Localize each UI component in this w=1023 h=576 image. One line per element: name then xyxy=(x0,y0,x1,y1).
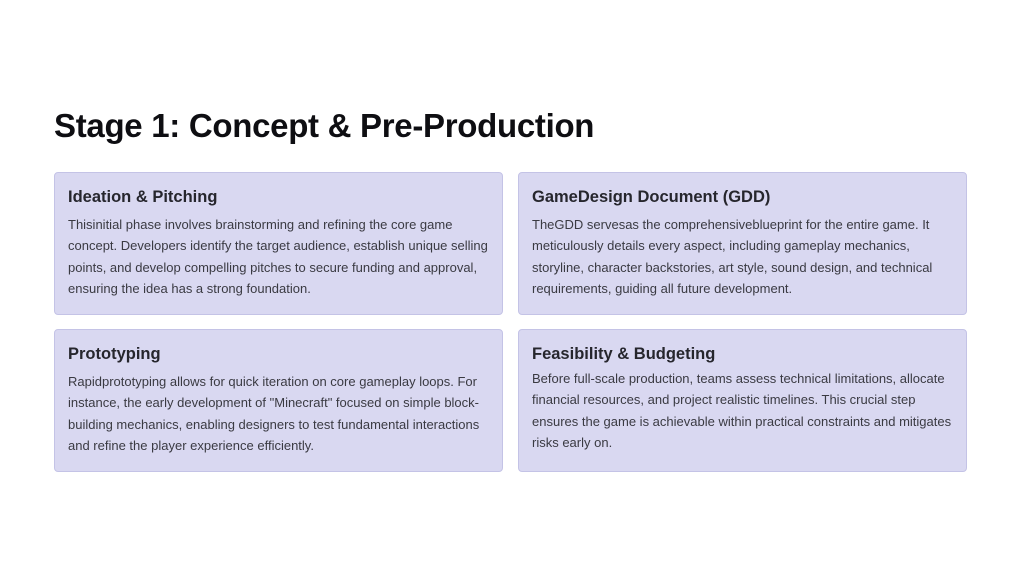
card-body: Rapidprototyping allows for quick iteration on core gameplay loops. For instance, the early development of "Minecraft" focused on simple block-building mechanics, enabling designers to test fundamental interactions and refine the player experience efficiently. xyxy=(68,374,480,454)
card-body: Thisinitial phase involves brainstorming and refining the core game concept. Developers identify the target audience, establish unique selling points, and develop compelling pitches to secure funding and approval, ensuring the idea has a strong foundation. xyxy=(68,217,488,297)
card-feasibility-budgeting xyxy=(518,329,967,472)
card-body: Before full-scale production, teams assess technical limitations, allocate financial resources, and project realistic timelines. This crucial step ensures the game is achievable within practical constraints and mitigates risks early on. xyxy=(532,371,952,451)
card-body: TheGDD servesas the comprehensiveblueprint for the entire game. It meticulously details every aspect, including gameplay mechanics, storyline, character backstories, art style, sound design, and technical requirements, guiding all future development. xyxy=(532,217,933,297)
card-title: GameDesign Document (GDD) xyxy=(532,188,771,206)
card-title: Prototyping xyxy=(68,345,161,363)
card-game-design-document xyxy=(518,172,967,315)
card-ideation-pitching xyxy=(54,172,503,315)
page-title: Stage 1: Concept & Pre-Production xyxy=(54,107,595,144)
card-prototyping xyxy=(54,329,503,472)
card-title: Ideation & Pitching xyxy=(68,188,218,206)
card-title: Feasibility & Budgeting xyxy=(532,345,716,363)
